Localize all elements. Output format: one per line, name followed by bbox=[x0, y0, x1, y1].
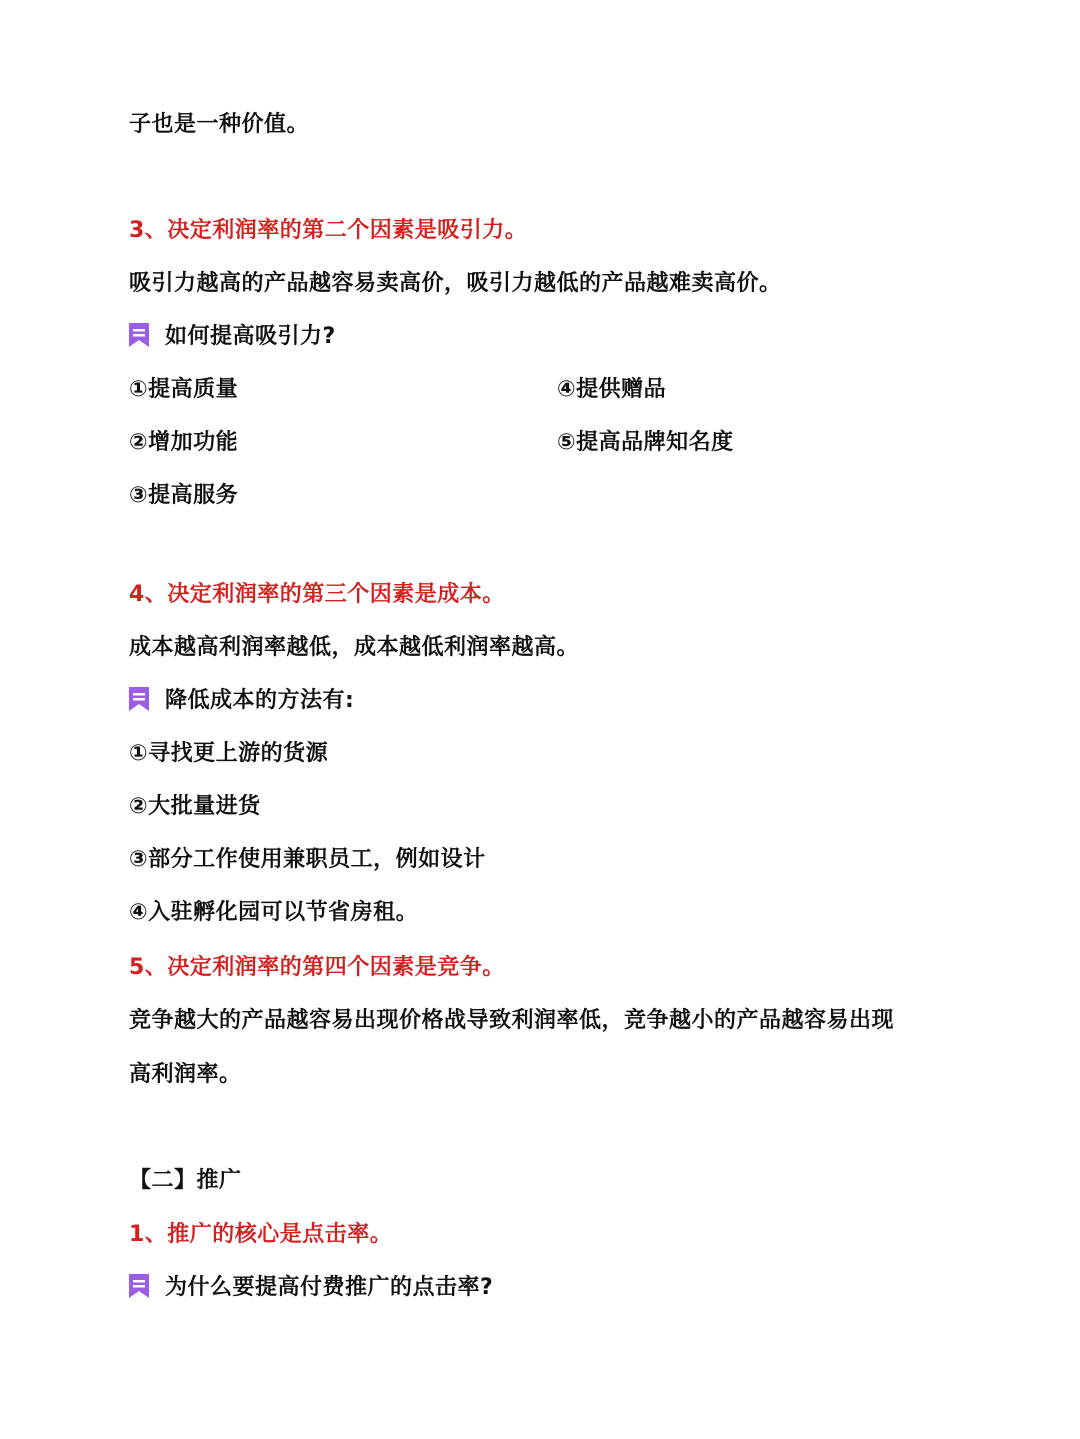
section-heading: 4、决定利润率的第三个因素是成本。 bbox=[129, 582, 505, 607]
bookmark-icon bbox=[129, 1274, 149, 1298]
list-item: ④入驻孵化园可以节省房租。 bbox=[129, 900, 419, 925]
bookmark-icon bbox=[129, 323, 149, 347]
paragraph-text: 成本越高利润率越低，成本越低利润率越高。 bbox=[129, 635, 580, 660]
list-item: ②增加功能 bbox=[129, 430, 239, 455]
paragraph-text: 高利润率。 bbox=[129, 1062, 242, 1087]
tip-text: 为什么要提高付费推广的点击率? bbox=[165, 1275, 494, 1300]
tip-text: 降低成本的方法有: bbox=[165, 688, 355, 713]
list-item: ③部分工作使用兼职员工，例如设计 bbox=[129, 847, 486, 872]
tip-line bbox=[129, 322, 336, 352]
list-item: ③提高服务 bbox=[129, 483, 239, 508]
tip-line bbox=[129, 1273, 493, 1303]
list-item: ②大批量进货 bbox=[129, 794, 261, 819]
list-item: ①寻找更上游的货源 bbox=[129, 741, 329, 766]
tip-text: 如何提高吸引力? bbox=[165, 324, 336, 349]
paragraph-text: 子也是一种价值。 bbox=[129, 112, 310, 137]
paragraph-text: 吸引力越高的产品越容易卖高价，吸引力越低的产品越难卖高价。 bbox=[129, 271, 782, 296]
section-heading: 3、决定利润率的第二个因素是吸引力。 bbox=[129, 218, 528, 243]
chapter-heading: 【二】推广 bbox=[129, 1168, 242, 1193]
section-heading: 1、推广的核心是点击率。 bbox=[129, 1222, 393, 1247]
list-item: ①提高质量 bbox=[129, 377, 239, 402]
tip-line bbox=[129, 686, 354, 716]
paragraph-text: 竞争越大的产品越容易出现价格战导致利润率低，竞争越小的产品越容易出现 bbox=[129, 1008, 895, 1033]
list-item: ④提供赠品 bbox=[557, 377, 667, 402]
bookmark-icon bbox=[129, 687, 149, 711]
section-heading: 5、决定利润率的第四个因素是竞争。 bbox=[129, 955, 505, 980]
list-item: ⑤提高品牌知名度 bbox=[557, 430, 734, 455]
